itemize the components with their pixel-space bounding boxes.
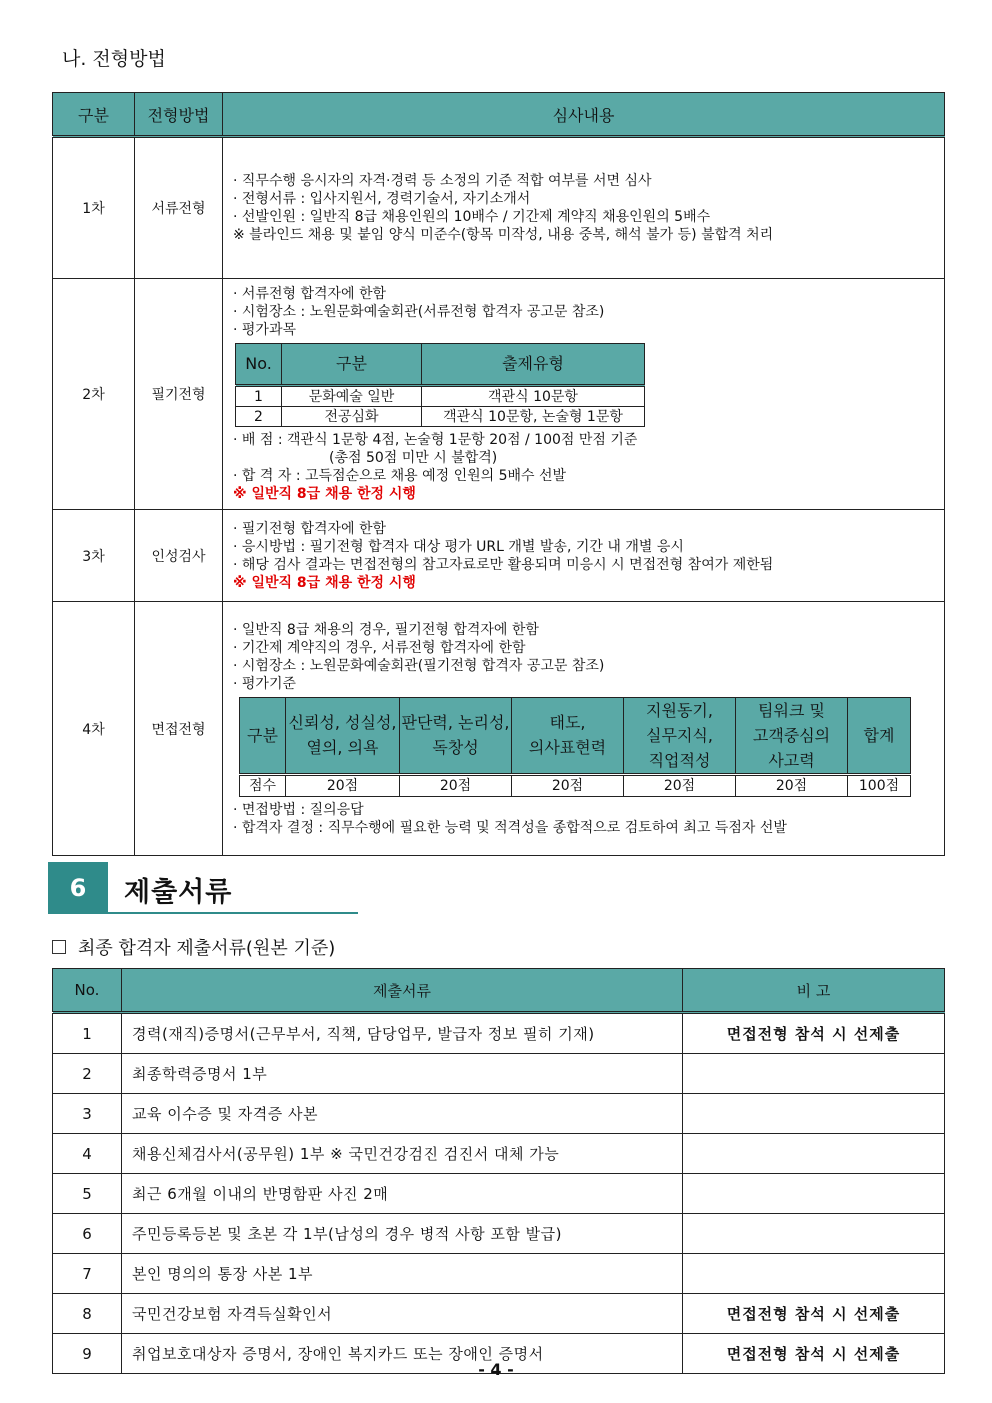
content-line: ※ 블라인드 채용 및 붙임 양식 미준수(항목 미작성, 내용 중복, 해석 불가 등) 불합격 처리	[233, 227, 774, 243]
table-row	[53, 1094, 945, 1134]
row-number: 6	[53, 1214, 122, 1254]
document-name: 본인 명의의 통장 사본 1부	[122, 1254, 683, 1294]
note-line: ※ 일반직 8급 채용 한정 시행	[233, 574, 416, 591]
content-cell	[223, 137, 945, 279]
content-cell	[223, 602, 945, 856]
header-note: 비 고	[683, 969, 945, 1013]
content-cell	[223, 279, 945, 510]
subtable-cell: 20점	[400, 774, 512, 796]
content-line: · 평가과목	[233, 322, 296, 338]
table-row	[53, 1134, 945, 1174]
table-row	[53, 1254, 945, 1294]
document-name: 최근 6개월 이내의 반명함판 사진 2매	[122, 1174, 683, 1214]
content-line: · 전형서류 : 입사지원서, 경력기술서, 자기소개서	[233, 191, 531, 207]
criteria-header: 신뢰성, 성실성, 열의, 의욕	[286, 697, 400, 774]
header-category: 구분	[53, 93, 135, 137]
content-line: · 평가기준	[233, 675, 296, 692]
content-line: · 면접방법 : 질의응답	[233, 801, 364, 818]
row-number: 1	[53, 1013, 122, 1054]
note-line: ※ 일반직 8급 채용 한정 시행	[233, 486, 416, 502]
header-content: 심사내용	[223, 93, 945, 137]
subtable-cell: 객관식 10문항	[422, 386, 645, 407]
heading-underline	[108, 912, 358, 914]
document-name: 채용신체검사서(공무원) 1부 ※ 국민건강검진 검진서 대체 가능	[122, 1134, 683, 1174]
subtable-cell: 점수	[240, 774, 286, 796]
table-row	[53, 1054, 945, 1094]
subheader-category: 구분	[282, 344, 422, 386]
subtable-cell: 20점	[624, 774, 736, 796]
method-label: 인성검사	[135, 510, 223, 602]
content-line: · 합격자 결정 : 직무수행에 필요한 능력 및 적격성을 종합적으로 검토하여 최고 득점자 선발	[233, 819, 787, 836]
content-line: · 일반직 8급 채용의 경우, 필기전형 합격자에 한함	[233, 621, 539, 638]
document-note: 면접전형 참석 시 선제출	[683, 1294, 945, 1334]
content-line: (총점 50점 미만 시 불합격)	[329, 450, 498, 466]
method-label: 서류전형	[135, 137, 223, 279]
row-number: 7	[53, 1254, 122, 1294]
document-name: 취업보호대상자 증명서, 장애인 복지카드 또는 장애인 증명서	[122, 1334, 683, 1374]
content-line: · 직무수행 응시자의 자격·경력 등 소정의 기준 적합 여부를 서면 심사	[233, 173, 652, 189]
document-note	[683, 1094, 945, 1134]
document-note: 면접전형 참석 시 선제출	[683, 1013, 945, 1054]
table-row	[53, 1174, 945, 1214]
row-number: 3	[53, 1094, 122, 1134]
page-number: - 4 -	[478, 1360, 514, 1379]
subtable-cell: 20점	[512, 774, 624, 796]
criteria-header: 합계	[848, 697, 911, 774]
document-note	[683, 1054, 945, 1094]
subsection-title: 최종 합격자 제출서류(원본 기준)	[78, 938, 336, 959]
checkbox-square-icon	[52, 940, 66, 954]
criteria-header: 구분	[240, 697, 286, 774]
content-line: · 배 점 : 객관식 1문항 4점, 논술형 1문항 20점 / 100점 만점 기준	[233, 432, 638, 448]
criteria-header: 판단력, 논리성, 독창성	[400, 697, 512, 774]
table-row	[53, 137, 945, 279]
document-name: 교육 이수증 및 자격증 사본	[122, 1094, 683, 1134]
subtable-cell: 전공심화	[282, 407, 422, 427]
document-note	[683, 1214, 945, 1254]
document-note	[683, 1174, 945, 1214]
criteria-header: 태도, 의사표현력	[512, 697, 624, 774]
subtable-cell: 객관식 10문항, 논술형 1문항	[422, 407, 645, 427]
content-line: · 시험장소 : 노원문화예술회관(서류전형 합격자 공고문 참조)	[233, 304, 605, 320]
subtable-cell: 2	[236, 407, 282, 427]
content-line: · 합 격 자 : 고득점순으로 채용 예정 인원의 5배수 선발	[233, 468, 567, 484]
subtable-cell: 1	[236, 386, 282, 407]
table-row	[53, 602, 945, 856]
content-line: · 기간제 계약직의 경우, 서류전형 합격자에 한함	[233, 639, 526, 656]
table-header-row	[53, 93, 945, 137]
document-name: 경력(재직)증명서(근무부서, 직책, 담당업무, 발급자 정보 필히 기재)	[122, 1013, 683, 1054]
stage-label: 1차	[53, 137, 135, 279]
header-document: 제출서류	[122, 969, 683, 1013]
criteria-header: 팀워크 및 고객중심의 사고력	[736, 697, 848, 774]
subtable-cell: 100점	[848, 774, 911, 796]
document-note: 면접전형 참석 시 선제출	[683, 1334, 945, 1374]
table-row	[53, 1294, 945, 1334]
table-row	[53, 279, 945, 510]
content-line: · 해당 검사 결과는 면접전형의 참고자료로만 활용되며 미응시 시 면접전형 참여가 제한됨	[233, 556, 774, 573]
stage-label: 2차	[53, 279, 135, 510]
row-number: 2	[53, 1054, 122, 1094]
subjects-subtable	[235, 343, 645, 427]
row-number: 5	[53, 1174, 122, 1214]
content-cell	[223, 510, 945, 602]
document-name: 최종학력증명서 1부	[122, 1054, 683, 1094]
method-label: 면접전형	[135, 602, 223, 856]
row-number: 8	[53, 1294, 122, 1334]
content-line: · 선발인원 : 일반직 8급 채용인원의 10배수 / 기간제 계약직 채용인원의 5배수	[233, 209, 711, 225]
stage-label: 3차	[53, 510, 135, 602]
criteria-header: 지원동기, 실무지식, 직업적성	[624, 697, 736, 774]
subtable-row	[240, 774, 911, 796]
content-line: · 서류전형 합격자에 한함	[233, 286, 387, 302]
documents-table	[52, 968, 945, 1374]
selection-methods-table	[52, 92, 945, 856]
table-row	[53, 510, 945, 602]
document-name: 국민건강보험 자격득실확인서	[122, 1294, 683, 1334]
subheader-type: 출제유형	[422, 344, 645, 386]
stage-label: 4차	[53, 602, 135, 856]
method-label: 필기전형	[135, 279, 223, 510]
section-heading: 제출서류	[124, 877, 233, 908]
document-name: 주민등록등본 및 초본 각 1부(남성의 경우 병적 사항 포함 발급)	[122, 1214, 683, 1254]
document-note	[683, 1254, 945, 1294]
row-number: 4	[53, 1134, 122, 1174]
subtable-cell: 문화예술 일반	[282, 386, 422, 407]
header-method: 전형방법	[135, 93, 223, 137]
subtable-cell: 20점	[736, 774, 848, 796]
document-note	[683, 1134, 945, 1174]
table-header-row	[53, 969, 945, 1013]
content-line: · 시험장소 : 노원문화예술회관(필기전형 합격자 공고문 참조)	[233, 657, 605, 674]
section-number-badge: 6	[48, 862, 108, 914]
table-row	[53, 1214, 945, 1254]
criteria-subtable	[239, 697, 911, 797]
subtable-row	[236, 407, 645, 427]
subtable-row	[236, 386, 645, 407]
section-title: 나. 전형방법	[62, 48, 166, 70]
table-row	[53, 1013, 945, 1054]
row-number: 9	[53, 1334, 122, 1374]
subtable-cell: 20점	[286, 774, 400, 796]
header-no: No.	[53, 969, 122, 1013]
content-line: · 필기전형 합격자에 한함	[233, 520, 387, 537]
subheader-no: No.	[236, 344, 282, 386]
content-line: · 응시방법 : 필기전형 합격자 대상 평가 URL 개별 발송, 기간 내 개별 응시	[233, 538, 684, 555]
